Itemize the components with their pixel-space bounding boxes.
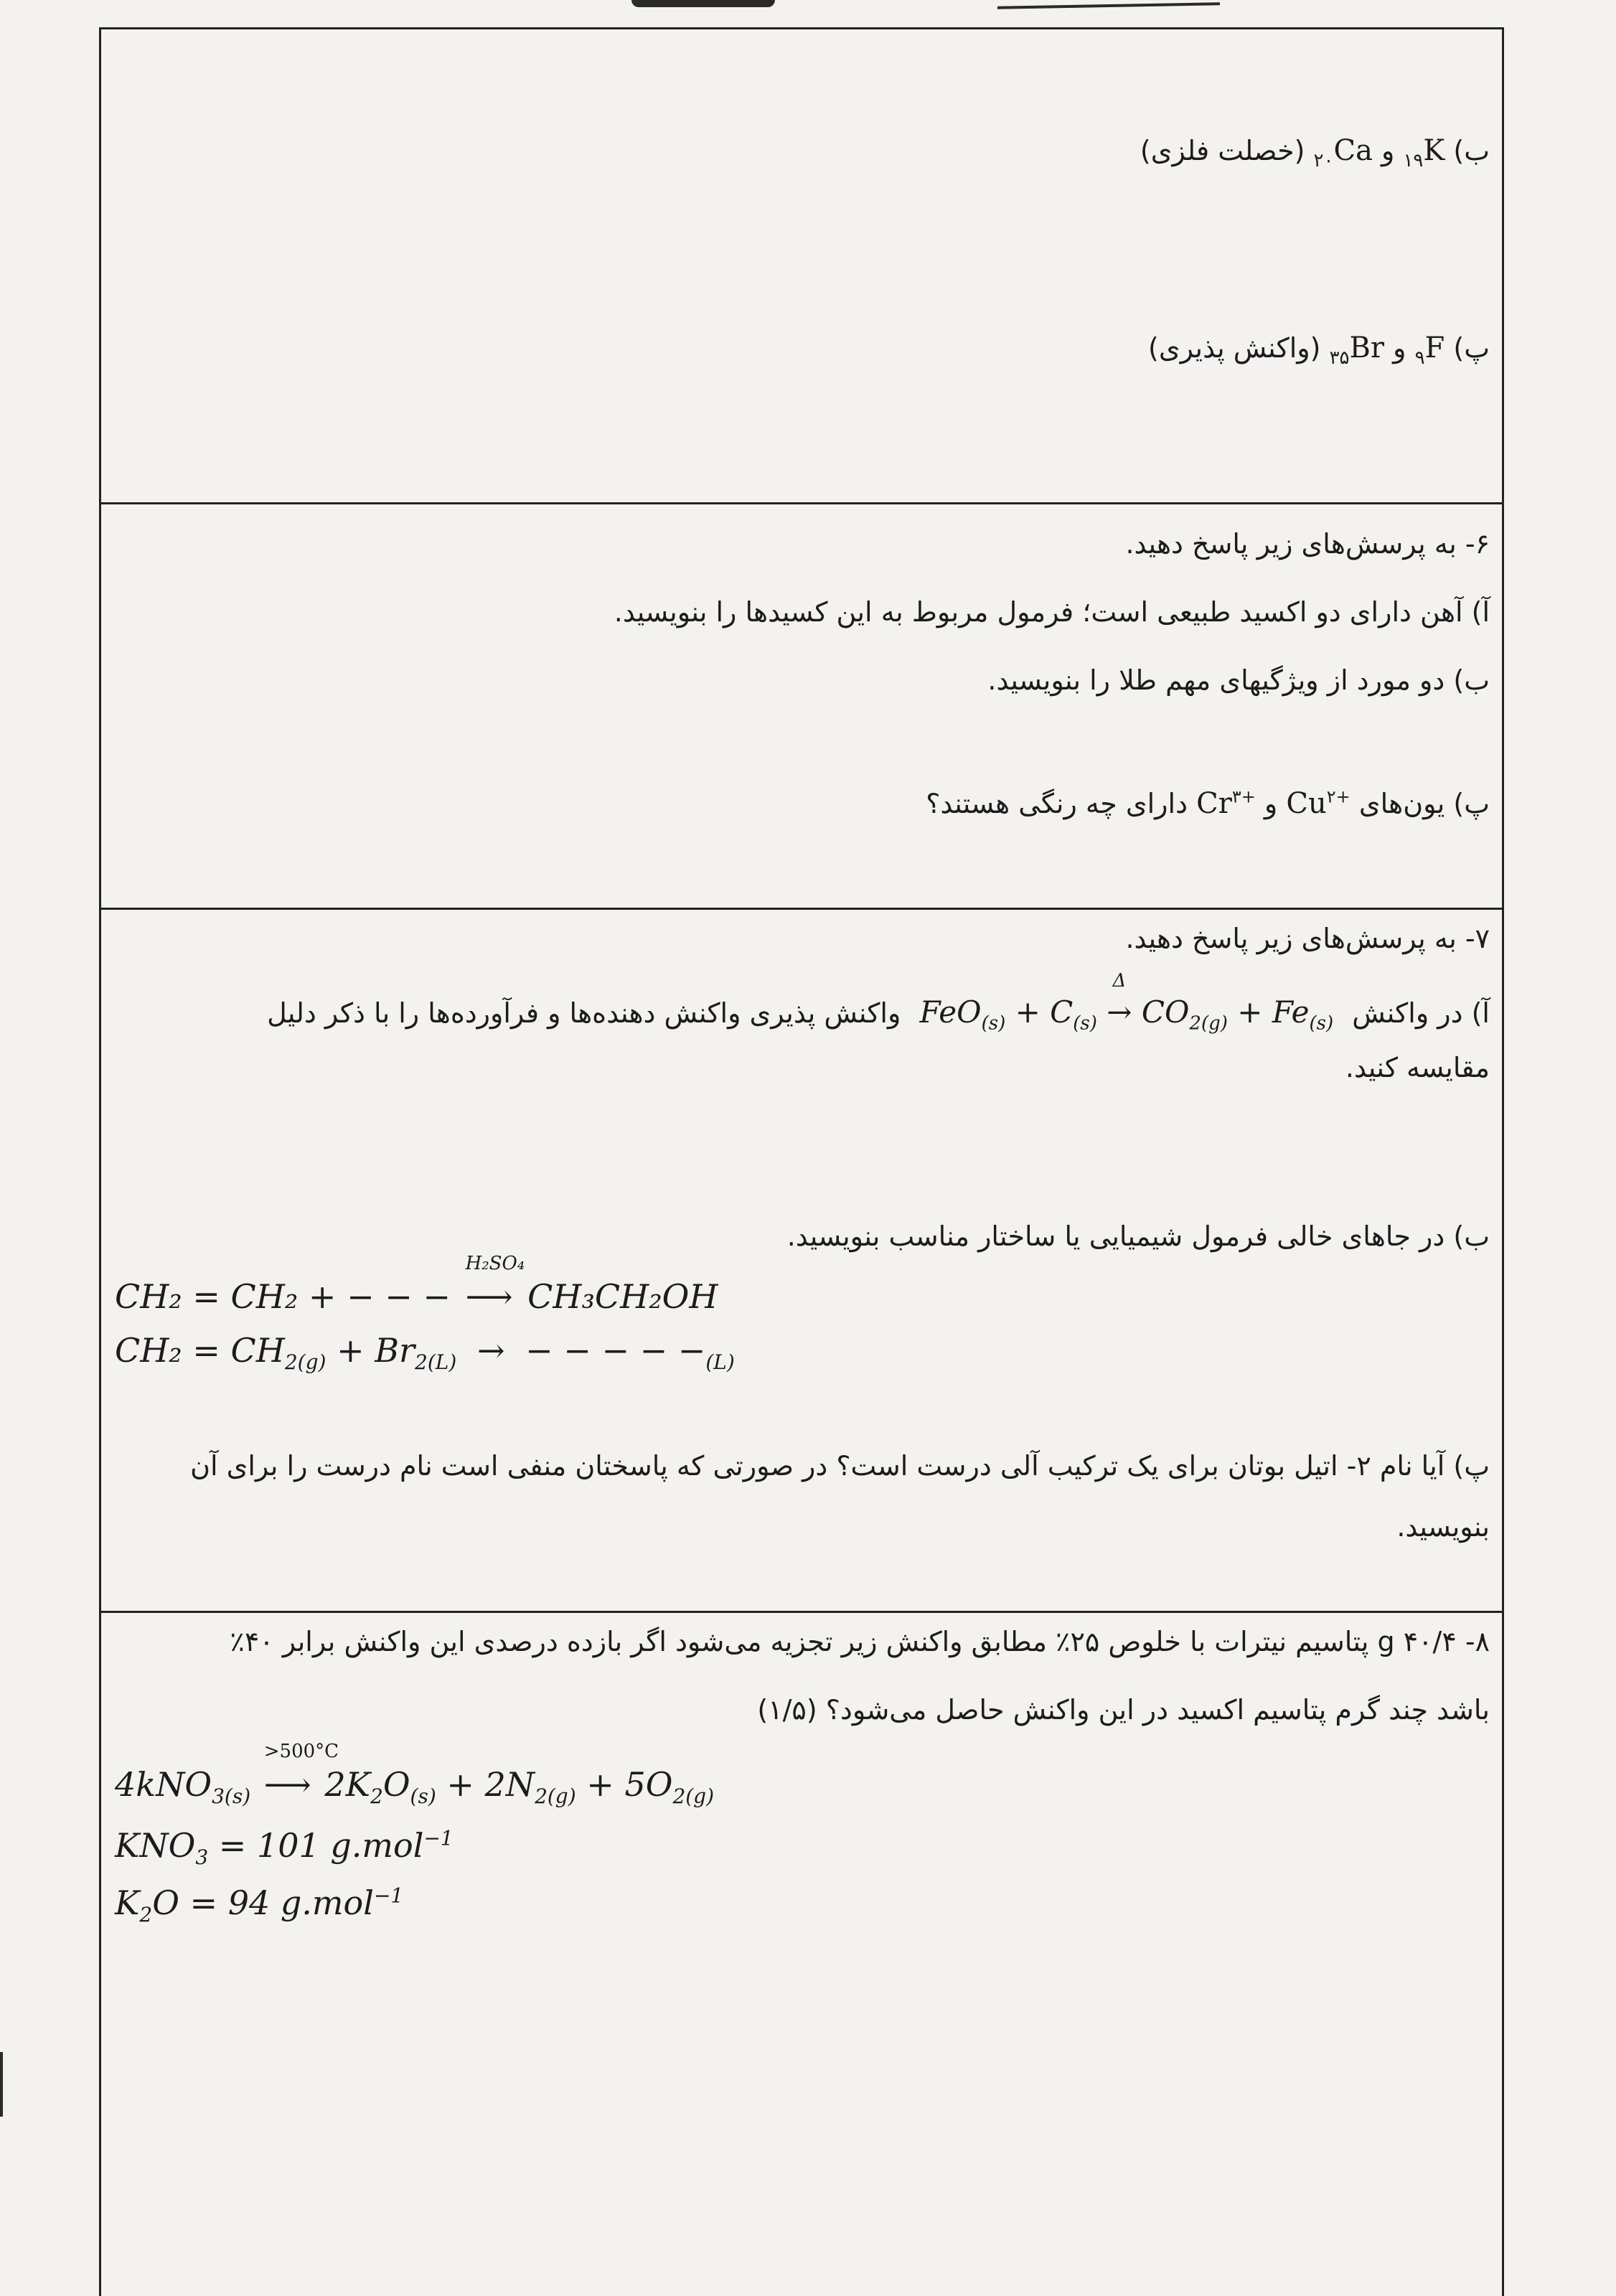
q6-title: ۶- به پرسش‌های زیر پاسخ دهید. — [1125, 528, 1490, 560]
molar-mass-k2o: $K_2O = 94$ g.mol$^{-1}$ — [115, 1883, 404, 1927]
scan-edge-mark — [631, 0, 775, 7]
q8-line1: ۸- ۴۰/۴ g پتاسیم نیترات با خلوص ۲۵٪ مطابق واکنش زیر تجزیه می‌شود اگر بازده درصدی این واکنش برابر ۴۰٪ — [230, 1626, 1490, 1657]
q6-b: ب) دو مورد از ویژگیهای مهم طلا را بنویسید. — [987, 664, 1490, 696]
q7-a-line2: مقایسه کنید. — [1345, 1052, 1490, 1083]
q7-title: ۷- به پرسش‌های زیر پاسخ دهید. — [1125, 923, 1490, 954]
section-divider — [99, 1611, 1504, 1613]
q6-p: پ) یون‌های $Cu^{۲+}$ و $Cr^{۳+}$ دارای چه رنگی هستند؟ — [926, 786, 1490, 820]
reaction-arrow: H₂SO₄ ⟶ — [465, 1253, 525, 1316]
equation-hydration: CH₂ = CH₂ + − − − H₂SO₄ ⟶ CH₃CH₂OH — [115, 1253, 718, 1316]
q7-p-line2: بنویسید. — [1396, 1511, 1490, 1543]
reaction-arrow: >500°C ⟶ — [263, 1741, 339, 1804]
atomic-number: ۱۹ — [1403, 150, 1424, 171]
reaction-feo: $FeO_{(s)} + C_{(s)}$ Δ → $CO_{2(g)} + Fe_{(s)}$ — [919, 970, 1334, 1035]
section-divider — [99, 502, 1504, 504]
scan-edge-mark — [997, 2, 1220, 9]
equation-bromination: $CH_2 = CH_{2(g)} + Br_{2(L)}$ → − − − − $-_{(L)}$ — [115, 1331, 735, 1375]
q7-p-line1: پ) آیا نام ۲- اتیل بوتان برای یک ترکیب آلی درست است؟ در صورتی که پاسختان منفی است نام درست را برای آن — [190, 1450, 1490, 1482]
q8-line2: باشد چند گرم پتاسیم اکسید در این واکنش حاصل می‌شود؟ (۱/۵) — [757, 1694, 1490, 1726]
q5-p-line: پ) $_۹$F و $_{۳۵}$Br (واکنش پذیری) — [1148, 331, 1490, 369]
molar-mass-kno3: $KNO_3 = 101$ g.mol$^{-1}$ — [115, 1826, 454, 1870]
equation-decomposition: 4kNO$_{3(s)}$ >500°C ⟶ $2K_2O_{(s)} + 2N_{2(g)} + 5O_{2(g)}$ — [115, 1741, 715, 1809]
atomic-number: ۲۰ — [1313, 150, 1334, 171]
q7-a: آ) در واکنش $FeO_{(s)} + C_{(s)}$ Δ → $CO_{2(g)} + Fe_{(s)}$ واکنش پذیری واکنش دهنده‌ها و فرآورده‌ها را با ذکر دلیل — [267, 970, 1490, 1035]
atomic-number: ۳۵ — [1329, 347, 1350, 369]
scan-edge-mark — [0, 2052, 3, 2117]
q7-b: ب) در جاهای خالی فرمول شیمیایی یا ساختار مناسب بنویسید. — [786, 1220, 1490, 1252]
q6-a: آ) آهن دارای دو اکسید طبیعی است؛ فرمول مربوط به این کسیدها را بنویسید. — [614, 596, 1490, 628]
reaction-arrow: Δ → — [1107, 970, 1132, 1030]
q5-b-line: ب) $_{۱۹}$K و $_{۲۰}$Ca (خصلت فلزی) — [1140, 134, 1490, 171]
atomic-number: ۹ — [1414, 347, 1425, 369]
section-divider — [99, 908, 1504, 910]
